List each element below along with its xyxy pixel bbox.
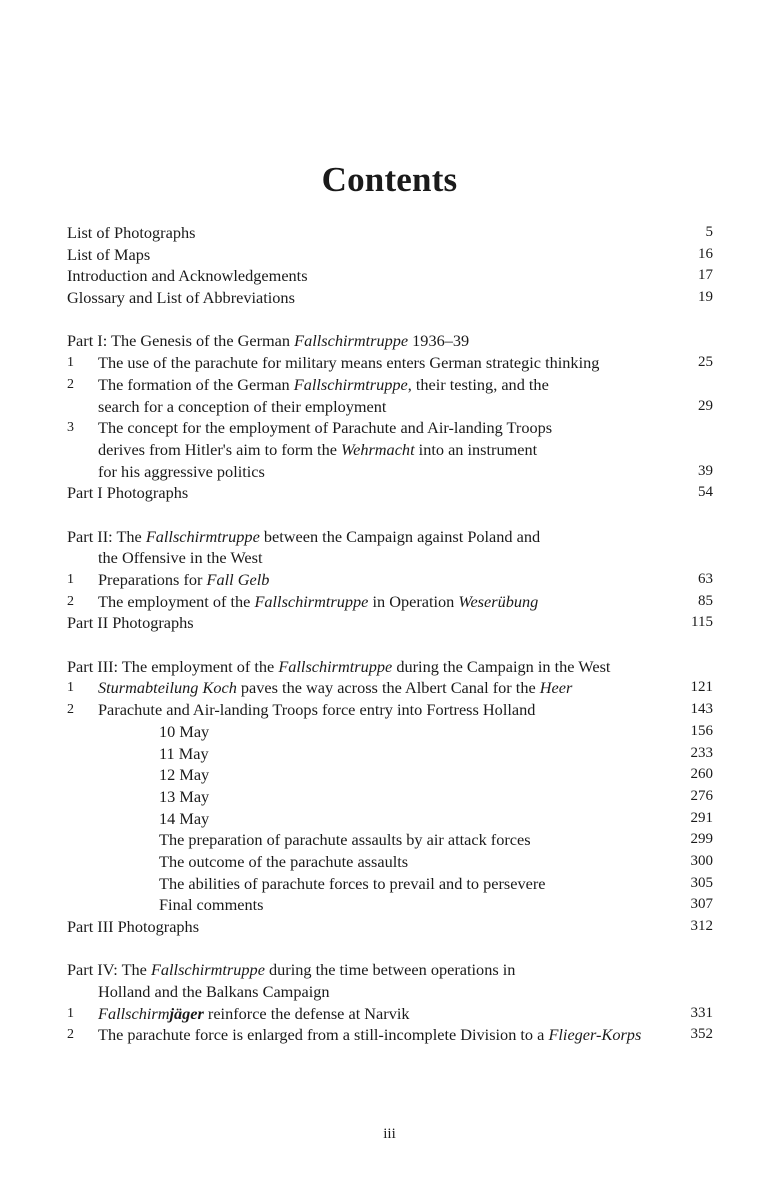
toc-entry[interactable] — [67, 829, 713, 851]
italic-term: Fallschirmtruppe — [293, 374, 408, 394]
toc-entry[interactable] — [67, 1024, 713, 1046]
page-number: 156 — [690, 722, 713, 739]
entry-title — [67, 330, 469, 352]
toc-entry[interactable] — [67, 764, 713, 786]
page-number: 25 — [698, 354, 713, 371]
chapter-number: 2 — [67, 702, 74, 718]
entry-text: for his aggressive politics — [98, 461, 265, 481]
toc-entry[interactable] — [67, 677, 713, 699]
entry-title — [67, 916, 199, 938]
toc-entry[interactable] — [67, 461, 713, 483]
table-of-contents — [67, 222, 713, 1046]
entry-title — [159, 873, 546, 895]
entry-title — [67, 612, 194, 634]
page-number: 307 — [690, 896, 713, 913]
entry-text: 12 May — [159, 765, 210, 785]
italic-term: Heer — [539, 678, 573, 698]
page-number: 233 — [690, 744, 713, 761]
page-number: 63 — [698, 571, 713, 587]
entry-title — [159, 808, 209, 830]
chapter-number: 1 — [67, 680, 74, 696]
entry-text: Final comments — [159, 895, 264, 915]
entry-text: The concept for the employment of Parachute and Air-landing Troops — [98, 418, 553, 438]
chapter-number: 3 — [67, 420, 74, 436]
entry-text-continued: during the time between operations in — [264, 960, 516, 980]
page-number: 299 — [690, 831, 713, 848]
entry-title — [67, 244, 150, 266]
section-gap — [67, 309, 713, 331]
italic-term: Fallschirmtruppe — [294, 331, 409, 351]
entry-text-continued: between the Campaign against Poland and — [259, 526, 541, 546]
entry-title — [98, 677, 572, 699]
entry-title — [98, 417, 552, 439]
chapter-number: 2 — [67, 593, 74, 609]
toc-entry[interactable] — [67, 287, 713, 309]
section-gap — [67, 634, 713, 656]
entry-text: Introduction and Acknowledgements — [67, 266, 308, 286]
toc-entry[interactable] — [67, 808, 713, 830]
entry-title — [159, 829, 531, 851]
chapter-number: 1 — [67, 1005, 74, 1021]
page-number: 291 — [690, 809, 713, 826]
italic-term: Wehrmacht — [341, 439, 415, 459]
section-gap — [67, 504, 713, 526]
entry-text: The outcome of the parachute assaults — [159, 851, 409, 871]
entry-title — [98, 439, 537, 461]
entry-text-continued: into an instrument — [414, 439, 538, 459]
chapter-number: 1 — [67, 572, 74, 587]
entry-text: The formation of the German — [98, 374, 294, 394]
entry-title — [159, 786, 209, 808]
entry-title — [98, 547, 262, 569]
toc-entry[interactable] — [67, 374, 713, 396]
toc-entry[interactable] — [67, 721, 713, 743]
entry-text: Preparations for — [98, 570, 207, 589]
section-gap — [67, 938, 713, 960]
entry-text: derives from Hitler's aim to form the — [98, 439, 342, 459]
entry-title — [98, 569, 269, 591]
entry-text: Glossary and List of Abbreviations — [67, 288, 295, 308]
entry-text: Part III Photographs — [67, 917, 200, 936]
italic-term: Sturmabteilung Koch — [98, 678, 237, 698]
entry-title — [67, 526, 540, 548]
toc-entry[interactable] — [67, 547, 713, 569]
page-number: 352 — [690, 1026, 713, 1043]
page-number: 29 — [698, 397, 713, 414]
entry-text-continued: in Operation — [368, 591, 459, 611]
entry-text: List of Photographs — [67, 223, 196, 242]
entry-text: reinforce the defense at Narvik — [203, 1003, 410, 1023]
toc-entry[interactable] — [67, 526, 713, 548]
toc-entry[interactable] — [67, 851, 713, 873]
entry-text: 13 May — [159, 786, 210, 806]
chapter-number: 2 — [67, 1027, 74, 1043]
italic-term: Fall Gelb — [206, 570, 270, 589]
toc-entry[interactable] — [67, 959, 713, 981]
toc-entry[interactable] — [67, 330, 713, 352]
toc-entry[interactable] — [67, 743, 713, 765]
entry-text: 11 May — [159, 743, 209, 763]
toc-entry[interactable] — [67, 894, 713, 916]
entry-text: The employment of the — [98, 591, 255, 611]
chapter-number: 2 — [67, 376, 74, 392]
entry-title — [67, 222, 195, 244]
toc-entry[interactable] — [67, 417, 713, 439]
toc-entry[interactable] — [67, 482, 713, 504]
entry-title — [67, 656, 610, 678]
entry-title — [159, 894, 263, 916]
entry-text: The use of the parachute for military means enters German strategic thinking — [98, 353, 600, 373]
page-number: 276 — [690, 787, 713, 804]
page-number: 260 — [690, 766, 713, 783]
entry-text: Part II Photographs — [67, 613, 194, 633]
toc-entry[interactable] — [67, 569, 713, 591]
page-number: 39 — [698, 462, 713, 479]
toc-entry[interactable] — [67, 873, 713, 895]
page-number: 305 — [690, 874, 713, 891]
toc-entry[interactable] — [67, 244, 713, 266]
page-number: 143 — [690, 701, 713, 718]
entry-text: Part III: The employment of the — [67, 656, 279, 676]
entry-title — [67, 287, 295, 309]
entry-text: The abilities of parachute forces to prevail and to persevere — [159, 873, 546, 893]
page-number: 121 — [690, 679, 713, 696]
entry-title — [98, 591, 538, 613]
toc-entry[interactable] — [67, 699, 713, 721]
entry-text: 10 May — [159, 721, 210, 741]
toc-entry[interactable] — [67, 981, 713, 1003]
entry-title — [159, 851, 408, 873]
page-number: 312 — [690, 918, 713, 934]
page-title: Contents — [321, 160, 458, 199]
page-number: 5 — [705, 224, 713, 240]
entry-text: paves the way across the Albert Canal for the — [236, 678, 540, 698]
entry-title — [98, 374, 549, 396]
page-number: 115 — [691, 614, 713, 631]
entry-text-continued: during the Campaign in the West — [392, 656, 611, 676]
page-folio: iii — [383, 1126, 396, 1142]
toc-entry[interactable] — [67, 439, 713, 461]
toc-entry[interactable] — [67, 396, 713, 418]
entry-text: The parachute force is enlarged from a still-incomplete Division to a — [98, 1025, 549, 1045]
entry-title — [98, 461, 265, 483]
italic-term: Weserübung — [458, 591, 539, 611]
entry-title — [67, 265, 308, 287]
entry-text: the Offensive in the West — [98, 548, 263, 568]
italic-term: Fallschirmtruppe — [278, 656, 393, 676]
entry-text: Parachute and Air-landing Troops force entry into Fortress Holland — [98, 700, 536, 720]
page-number: 16 — [698, 245, 713, 262]
entry-title — [98, 396, 386, 418]
italic-term: Fallschirmtruppe — [254, 591, 369, 611]
entry-title — [98, 699, 535, 721]
entry-title — [159, 764, 209, 786]
toc-entry[interactable] — [67, 1003, 713, 1025]
entry-title — [159, 721, 209, 743]
page-number: 17 — [698, 267, 713, 284]
page-number: 85 — [698, 592, 713, 609]
toc-entry[interactable] — [67, 222, 713, 244]
page-number: 331 — [690, 1004, 713, 1021]
entry-title — [159, 743, 209, 765]
toc-entry[interactable] — [67, 612, 713, 634]
entry-text: search for a conception of their employment — [98, 396, 387, 416]
entry-text: Part II: The — [67, 526, 146, 546]
entry-title — [67, 482, 188, 504]
toc-entry[interactable] — [67, 352, 713, 374]
bold-italic-term: jäger — [169, 1003, 204, 1023]
italic-term: Flieger-Korps — [548, 1025, 642, 1045]
entry-text: Part IV: The — [67, 960, 151, 980]
entry-text: 14 May — [159, 808, 210, 828]
entry-title — [67, 959, 515, 981]
italic-term: Fallschirmtruppe — [145, 526, 260, 546]
entry-title — [98, 981, 330, 1003]
page-number: 300 — [690, 852, 713, 869]
italic-term: Fallschirmtruppe — [150, 960, 265, 980]
entry-text: Holland and the Balkans Campaign — [98, 982, 330, 1002]
entry-text: Part I: The Genesis of the German — [67, 331, 295, 351]
toc-entry[interactable] — [67, 591, 713, 613]
entry-title — [98, 352, 599, 374]
chapter-number: 1 — [67, 355, 74, 371]
entry-text-continued: , their testing, and the — [407, 374, 549, 394]
toc-entry[interactable] — [67, 656, 713, 678]
entry-text: List of Maps — [67, 244, 151, 264]
entry-title — [98, 1024, 641, 1046]
entry-text: Part I Photographs — [67, 483, 189, 503]
toc-entry[interactable] — [67, 786, 713, 808]
page-number: 54 — [698, 484, 713, 501]
entry-title — [98, 1003, 410, 1025]
entry-text-continued: 1936–39 — [408, 331, 470, 351]
italic-term: Fallschirm — [98, 1003, 170, 1023]
toc-entry[interactable] — [67, 265, 713, 287]
entry-text: The preparation of parachute assaults by air attack forces — [159, 830, 531, 850]
toc-entry[interactable] — [67, 916, 713, 938]
page-number: 19 — [698, 289, 713, 306]
